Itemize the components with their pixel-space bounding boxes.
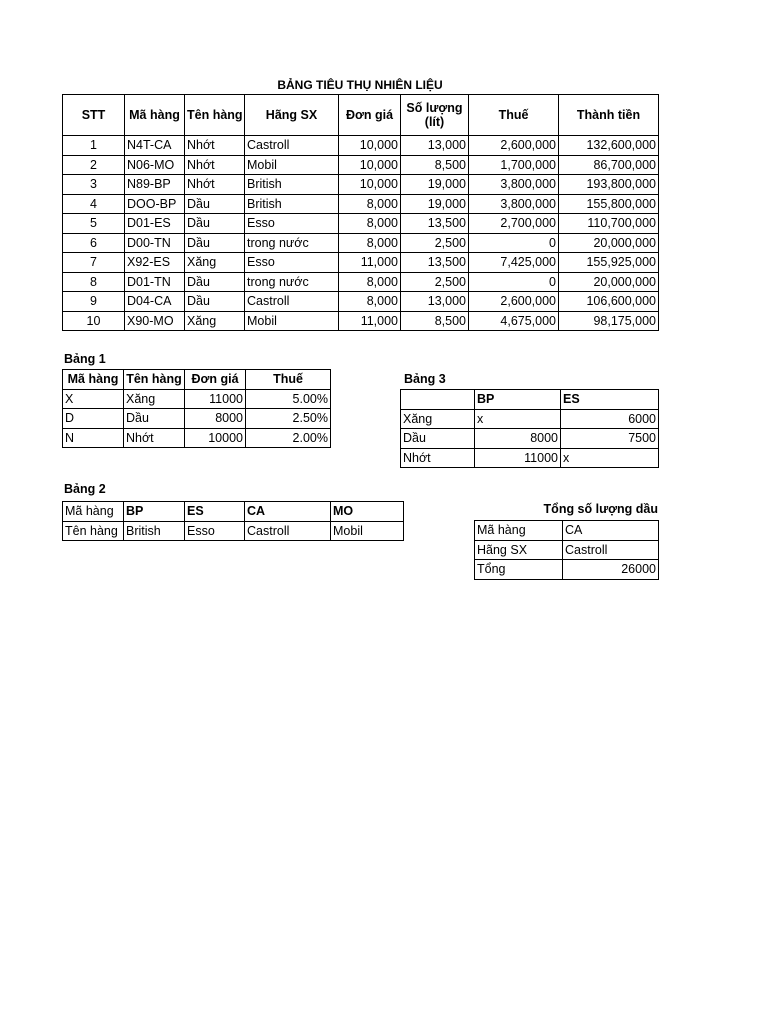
- cell-stt: 5: [63, 214, 125, 234]
- bang1-title: Bảng 1: [64, 352, 106, 366]
- cell-stt: 3: [63, 175, 125, 195]
- cell-stt: 6: [63, 233, 125, 253]
- cell-stt: 10: [63, 311, 125, 331]
- cell-ten-hang: Nhớt: [185, 155, 245, 175]
- cell-ma-hang: D00-TN: [125, 233, 185, 253]
- bang3-cell-bp: x: [475, 409, 561, 429]
- header-ma-hang: Mã hàng: [125, 95, 185, 136]
- cell-ma-hang: D04-CA: [125, 292, 185, 312]
- bang3-header-row: [401, 390, 659, 410]
- bang2-code-ca: CA: [245, 502, 331, 522]
- bang3-cell-es: 7500: [561, 429, 659, 449]
- cell-don-gia: 8,000: [339, 194, 401, 214]
- bang1-cell-ma-hang: X: [63, 389, 124, 409]
- cell-hang-sx: trong nước: [245, 233, 339, 253]
- main-table-row: [63, 292, 659, 312]
- header-ten-hang: Tên hàng: [185, 95, 245, 136]
- main-table-row: [63, 233, 659, 253]
- bang3-header-blank: [401, 390, 475, 410]
- main-table-row: [63, 136, 659, 156]
- cell-ten-hang: Dầu: [185, 214, 245, 234]
- bang1-header-ten-hang: Tên hàng: [124, 370, 185, 390]
- bang3-header-bp: BP: [475, 390, 561, 410]
- main-table-row: [63, 155, 659, 175]
- cell-thanh-tien: 155,800,000: [559, 194, 659, 214]
- bang1-row: [63, 409, 331, 429]
- header-thanh-tien: Thành tiền: [559, 95, 659, 136]
- header-stt: STT: [63, 95, 125, 136]
- summary-row: [475, 521, 659, 541]
- bang3-cell-bp: 11000: [475, 448, 561, 468]
- bang1-cell-thue: 2.00%: [246, 428, 331, 448]
- cell-ma-hang: N06-MO: [125, 155, 185, 175]
- bang1-header-ma-hang: Mã hàng: [63, 370, 124, 390]
- bang1-header-don-gia: Đơn giá: [185, 370, 246, 390]
- bang1-header-thue: Thuế: [246, 370, 331, 390]
- cell-so-luong: 13,000: [401, 136, 469, 156]
- cell-don-gia: 10,000: [339, 136, 401, 156]
- summary-title: Tổng số lượng dầu: [543, 502, 658, 516]
- cell-so-luong: 8,500: [401, 155, 469, 175]
- cell-thanh-tien: 20,000,000: [559, 233, 659, 253]
- bang1-cell-ten-hang: Xăng: [124, 389, 185, 409]
- cell-ten-hang: Nhớt: [185, 136, 245, 156]
- bang3-cell-bp: 8000: [475, 429, 561, 449]
- summary-cell-value: Castroll: [563, 540, 659, 560]
- cell-so-luong: 13,500: [401, 253, 469, 273]
- bang2-row-ten-hang: [63, 521, 404, 541]
- header-don-gia: Đơn giá: [339, 95, 401, 136]
- bang2-row-ma-hang: [63, 502, 404, 522]
- cell-hang-sx: Castroll: [245, 136, 339, 156]
- bang3-cell-es: 6000: [561, 409, 659, 429]
- cell-hang-sx: trong nước: [245, 272, 339, 292]
- cell-stt: 4: [63, 194, 125, 214]
- bang2-table: [62, 501, 404, 541]
- cell-ma-hang: X90-MO: [125, 311, 185, 331]
- summary-cell-value: 26000: [563, 560, 659, 580]
- cell-ma-hang: D01-ES: [125, 214, 185, 234]
- bang1-cell-ten-hang: Dầu: [124, 409, 185, 429]
- bang2-name-british: British: [124, 521, 185, 541]
- bang3-title: Bảng 3: [404, 372, 446, 386]
- bang1-cell-ma-hang: N: [63, 428, 124, 448]
- cell-thue: 3,800,000: [469, 175, 559, 195]
- summary-cell-label: Tổng: [475, 560, 563, 580]
- cell-ten-hang: Dầu: [185, 292, 245, 312]
- bang1-cell-don-gia: 8000: [185, 409, 246, 429]
- cell-don-gia: 11,000: [339, 311, 401, 331]
- cell-don-gia: 10,000: [339, 155, 401, 175]
- cell-stt: 1: [63, 136, 125, 156]
- cell-hang-sx: British: [245, 175, 339, 195]
- cell-so-luong: 2,500: [401, 233, 469, 253]
- main-table-row: [63, 311, 659, 331]
- bang3-row: [401, 448, 659, 468]
- cell-thanh-tien: 132,600,000: [559, 136, 659, 156]
- cell-thanh-tien: 98,175,000: [559, 311, 659, 331]
- cell-stt: 9: [63, 292, 125, 312]
- bang1-table: [62, 369, 331, 448]
- header-so-luong: Số lượng (lít): [401, 95, 469, 136]
- cell-don-gia: 8,000: [339, 292, 401, 312]
- cell-thue: 2,700,000: [469, 214, 559, 234]
- bang3-cell-label: Xăng: [401, 409, 475, 429]
- cell-don-gia: 11,000: [339, 253, 401, 273]
- cell-ma-hang: DOO-BP: [125, 194, 185, 214]
- cell-don-gia: 8,000: [339, 233, 401, 253]
- main-header-row: [63, 95, 659, 136]
- main-title: BẢNG TIÊU THỤ NHIÊN LIỆU: [277, 78, 443, 92]
- bang3-cell-label: Nhớt: [401, 448, 475, 468]
- cell-ten-hang: Dầu: [185, 272, 245, 292]
- summary-cell-label: Mã hàng: [475, 521, 563, 541]
- main-table-row: [63, 253, 659, 273]
- cell-so-luong: 13,000: [401, 292, 469, 312]
- cell-ten-hang: Xăng: [185, 253, 245, 273]
- cell-thue: 0: [469, 272, 559, 292]
- cell-so-luong: 8,500: [401, 311, 469, 331]
- cell-hang-sx: Mobil: [245, 311, 339, 331]
- bang2-name-esso: Esso: [185, 521, 245, 541]
- bang1-row: [63, 428, 331, 448]
- cell-don-gia: 8,000: [339, 214, 401, 234]
- cell-don-gia: 10,000: [339, 175, 401, 195]
- summary-cell-value: CA: [563, 521, 659, 541]
- cell-thue: 2,600,000: [469, 292, 559, 312]
- cell-hang-sx: Mobil: [245, 155, 339, 175]
- cell-hang-sx: Esso: [245, 214, 339, 234]
- cell-so-luong: 2,500: [401, 272, 469, 292]
- main-table-row: [63, 194, 659, 214]
- cell-ma-hang: D01-TN: [125, 272, 185, 292]
- cell-ma-hang: N89-BP: [125, 175, 185, 195]
- cell-thue: 2,600,000: [469, 136, 559, 156]
- summary-table: [474, 520, 659, 580]
- cell-thue: 0: [469, 233, 559, 253]
- main-table-row: [63, 272, 659, 292]
- cell-thanh-tien: 86,700,000: [559, 155, 659, 175]
- bang3-table: [400, 389, 659, 468]
- cell-ten-hang: Dầu: [185, 233, 245, 253]
- cell-thue: 7,425,000: [469, 253, 559, 273]
- bang1-cell-ten-hang: Nhớt: [124, 428, 185, 448]
- bang2-code-bp: BP: [124, 502, 185, 522]
- bang3-row: [401, 409, 659, 429]
- header-thue: Thuế: [469, 95, 559, 136]
- bang1-cell-thue: 5.00%: [246, 389, 331, 409]
- cell-ten-hang: Dầu: [185, 194, 245, 214]
- bang2-name-castroll: Castroll: [245, 521, 331, 541]
- bang1-cell-don-gia: 11000: [185, 389, 246, 409]
- cell-ten-hang: Nhớt: [185, 175, 245, 195]
- cell-stt: 7: [63, 253, 125, 273]
- cell-thue: 1,700,000: [469, 155, 559, 175]
- cell-so-luong: 19,000: [401, 194, 469, 214]
- cell-thanh-tien: 155,925,000: [559, 253, 659, 273]
- cell-so-luong: 19,000: [401, 175, 469, 195]
- bang1-cell-thue: 2.50%: [246, 409, 331, 429]
- cell-thue: 3,800,000: [469, 194, 559, 214]
- cell-hang-sx: Castroll: [245, 292, 339, 312]
- bang2-code-mo: MO: [331, 502, 404, 522]
- cell-stt: 8: [63, 272, 125, 292]
- cell-ten-hang: Xăng: [185, 311, 245, 331]
- bang1-header-row: [63, 370, 331, 390]
- cell-ma-hang: N4T-CA: [125, 136, 185, 156]
- bang3-cell-label: Dầu: [401, 429, 475, 449]
- summary-cell-label: Hãng SX: [475, 540, 563, 560]
- cell-thanh-tien: 20,000,000: [559, 272, 659, 292]
- summary-row: [475, 540, 659, 560]
- bang2-label-ma-hang: Mã hàng: [63, 502, 124, 522]
- cell-thanh-tien: 110,700,000: [559, 214, 659, 234]
- bang2-label-ten-hang: Tên hàng: [63, 521, 124, 541]
- cell-stt: 2: [63, 155, 125, 175]
- bang2-name-mobil: Mobil: [331, 521, 404, 541]
- summary-row: [475, 560, 659, 580]
- bang1-cell-don-gia: 10000: [185, 428, 246, 448]
- cell-don-gia: 8,000: [339, 272, 401, 292]
- cell-hang-sx: Esso: [245, 253, 339, 273]
- main-table-row: [63, 214, 659, 234]
- main-table-row: [63, 175, 659, 195]
- bang3-header-es: ES: [561, 390, 659, 410]
- bang3-row: [401, 429, 659, 449]
- cell-thue: 4,675,000: [469, 311, 559, 331]
- bang2-title: Bảng 2: [64, 482, 106, 496]
- main-table: [62, 94, 659, 331]
- bang3-cell-es: x: [561, 448, 659, 468]
- cell-thanh-tien: 193,800,000: [559, 175, 659, 195]
- cell-thanh-tien: 106,600,000: [559, 292, 659, 312]
- bang1-cell-ma-hang: D: [63, 409, 124, 429]
- header-hang-sx: Hãng SX: [245, 95, 339, 136]
- bang2-code-es: ES: [185, 502, 245, 522]
- bang1-row: [63, 389, 331, 409]
- cell-so-luong: 13,500: [401, 214, 469, 234]
- cell-ma-hang: X92-ES: [125, 253, 185, 273]
- cell-hang-sx: British: [245, 194, 339, 214]
